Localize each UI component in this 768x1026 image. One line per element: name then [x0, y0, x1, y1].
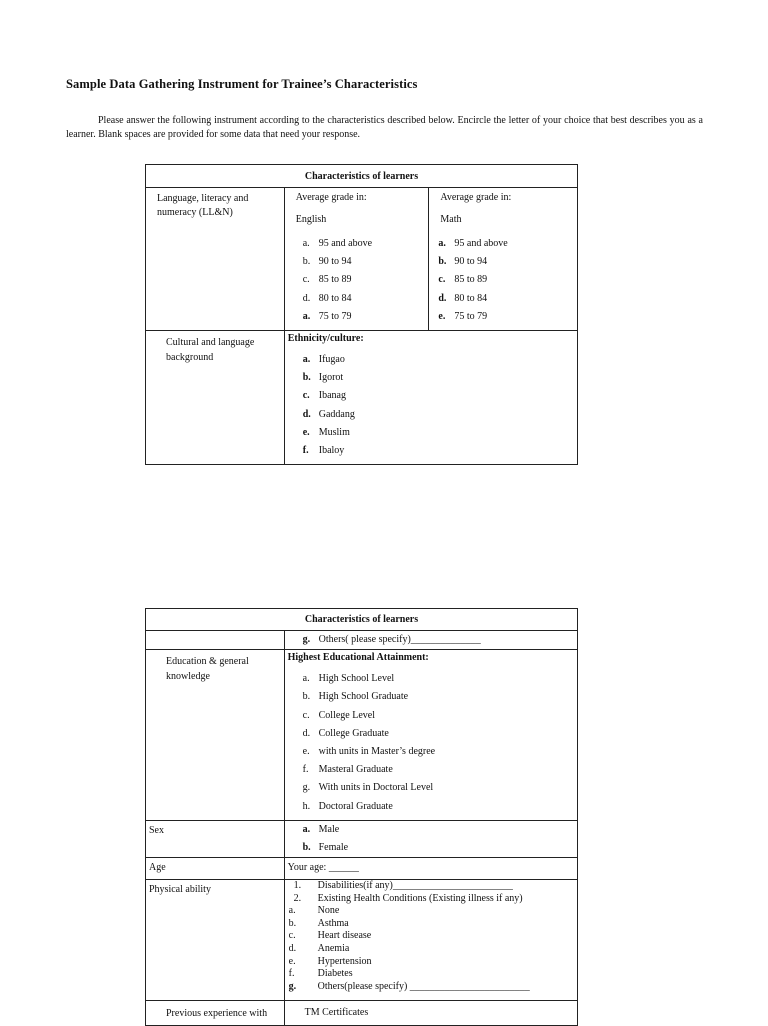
option-letter: b.: [302, 691, 311, 703]
age-row: [146, 858, 578, 880]
list-item[interactable]: [303, 424, 577, 442]
sex-options-list: [285, 821, 577, 857]
list-item[interactable]: [303, 670, 577, 688]
list-item[interactable]: [288, 968, 573, 981]
option-letter: e.: [302, 426, 310, 438]
list-item[interactable]: [303, 761, 577, 779]
list-item[interactable]: [303, 839, 577, 857]
option-letter: g.: [288, 980, 297, 992]
list-item[interactable]: [303, 743, 577, 761]
list-item[interactable]: [438, 271, 577, 289]
tm-certificates-text: TM Certificates: [284, 1001, 577, 1026]
lln-row: [146, 188, 578, 331]
option-text: Ibaloy: [318, 444, 345, 456]
option-letter: a.: [302, 673, 310, 685]
english-average-label: Average grade in:: [295, 192, 367, 203]
education-row: [146, 650, 578, 821]
option-text: 85 to 89: [318, 274, 352, 286]
empty-label-cell: [146, 631, 285, 650]
option-text: 90 to 94: [318, 256, 352, 268]
table-header-row: [146, 165, 578, 188]
education-label: Education & general knowledge: [146, 650, 285, 821]
list-item[interactable]: [303, 442, 577, 460]
option-letter: e.: [288, 955, 296, 967]
option-letter: a.: [302, 310, 311, 322]
option-text: Muslim: [318, 426, 350, 438]
option-letter: b.: [302, 841, 311, 853]
option-text: Male: [318, 823, 340, 835]
age-field[interactable]: Your age: ______: [284, 858, 577, 880]
option-letter: a.: [288, 905, 296, 917]
list-item[interactable]: [288, 918, 573, 931]
physical-ability-label: Physical ability: [146, 880, 285, 1001]
option-letter: a.: [302, 238, 310, 249]
option-letter: b.: [288, 917, 297, 929]
list-item[interactable]: [438, 253, 577, 271]
option-text: College Graduate: [318, 727, 389, 739]
list-item[interactable]: [303, 725, 577, 743]
option-letter: d.: [302, 408, 311, 420]
list-item[interactable]: [303, 406, 577, 424]
option-text: Female: [318, 841, 349, 853]
table-header-row: [146, 609, 578, 631]
option-text: Others(please specify) ________________________: [317, 980, 530, 992]
list-item[interactable]: [303, 821, 577, 839]
option-text: Gaddang: [318, 408, 355, 420]
option-letter: e.: [302, 745, 310, 757]
table-header: Characteristics of learners: [146, 609, 578, 631]
math-options-list: [429, 235, 577, 326]
option-letter: c.: [302, 709, 310, 721]
education-cell: [284, 650, 577, 821]
math-subject-label: Math: [440, 214, 462, 225]
option-letter: a.: [438, 238, 446, 249]
math-grade-cell: [429, 188, 578, 331]
list-item[interactable]: [288, 905, 573, 918]
option-letter: d.: [288, 943, 297, 955]
option-text: with units in Master’s degree: [318, 745, 436, 757]
culture-cell: [284, 330, 577, 464]
option-text: Doctoral Graduate: [318, 800, 393, 812]
option-text: Diabetes: [317, 968, 353, 980]
option-letter: d.: [302, 292, 311, 304]
list-item[interactable]: [438, 290, 577, 308]
list-item[interactable]: [303, 290, 429, 308]
option-letter: f.: [302, 444, 309, 456]
others-row: [146, 631, 578, 650]
option-text: None: [317, 905, 340, 917]
option-text: Asthma: [317, 917, 349, 929]
list-item[interactable]: [303, 351, 577, 369]
item-number: 1.: [293, 880, 302, 892]
list-item[interactable]: [303, 369, 577, 387]
learner-characteristics-table-1: [145, 164, 578, 465]
previous-experience-row: [146, 1001, 578, 1026]
list-item[interactable]: [303, 271, 429, 289]
physical-ability-cell: [284, 880, 577, 1001]
education-heading: Highest Educational Attainment:: [287, 652, 429, 664]
option-letter: h.: [302, 800, 311, 812]
list-item[interactable]: [303, 798, 577, 816]
option-text: Hypertension: [317, 955, 372, 967]
option-text: 80 to 84: [318, 292, 352, 304]
option-text: College Level: [318, 709, 375, 721]
sex-label: Sex: [146, 820, 285, 857]
list-item[interactable]: [303, 707, 577, 725]
option-letter: d.: [438, 292, 447, 304]
option-text: 75 to 79: [318, 310, 352, 322]
list-item[interactable]: [288, 943, 573, 956]
option-letter: b.: [438, 256, 447, 268]
list-item[interactable]: [303, 779, 577, 797]
option-text: 95 and above: [318, 238, 373, 249]
option-text: Masteral Graduate: [318, 764, 393, 776]
list-item[interactable]: [288, 930, 573, 943]
math-average-label: Average grade in:: [440, 192, 512, 203]
others-options-list: [285, 631, 577, 649]
english-options-list: [285, 235, 429, 326]
previous-experience-label: Previous experience with: [146, 1001, 285, 1026]
physical-ability-row: [146, 880, 578, 1001]
option-letter: c.: [438, 274, 446, 286]
list-item[interactable]: [303, 253, 429, 271]
sex-cell: [284, 820, 577, 857]
lln-label: Language, literacy and numeracy (LL&N): [146, 188, 285, 331]
document-title: Sample Data Gathering Instrument for Trainee’s Characteristics: [66, 77, 418, 91]
list-item[interactable]: [303, 308, 429, 326]
sex-row: [146, 820, 578, 857]
option-text: High School Graduate: [318, 691, 409, 703]
option-text: 85 to 89: [454, 274, 488, 286]
option-text: 80 to 84: [454, 292, 488, 304]
option-text: High School Level: [318, 673, 395, 685]
option-text: 95 and above: [454, 238, 508, 249]
education-options-list: [285, 670, 577, 816]
table-header: Characteristics of learners: [146, 165, 578, 188]
option-letter: f.: [288, 968, 295, 980]
english-subject-label: English: [295, 214, 327, 225]
option-text: 75 to 79: [454, 310, 488, 322]
item-text: Disabilities(if any)________________________: [317, 880, 513, 892]
option-letter: c.: [302, 390, 310, 402]
option-letter: e.: [438, 310, 446, 322]
english-grade-cell: [284, 188, 429, 331]
list-item[interactable]: [288, 981, 573, 994]
option-letter: a.: [302, 353, 311, 365]
list-item[interactable]: [303, 631, 577, 649]
option-letter: c.: [288, 930, 296, 942]
ethnicity-options-list: [285, 351, 577, 460]
option-text: Ifugao: [318, 353, 345, 365]
option-text: Anemia: [317, 943, 350, 955]
option-letter: a.: [302, 823, 311, 835]
option-letter: d.: [302, 727, 311, 739]
option-letter: f.: [302, 764, 309, 776]
culture-label: Cultural and language background: [146, 330, 285, 464]
ethnicity-heading: Ethnicity/culture:: [287, 332, 364, 344]
option-letter: b.: [302, 372, 311, 384]
age-label: Age: [146, 858, 285, 880]
option-letter: c.: [302, 274, 310, 286]
list-item[interactable]: [288, 956, 573, 969]
option-text: Heart disease: [317, 930, 372, 942]
option-letter: b.: [302, 256, 311, 268]
option-letter: g.: [302, 634, 311, 645]
list-item[interactable]: [438, 235, 577, 253]
list-item[interactable]: [303, 688, 577, 706]
list-item[interactable]: [303, 387, 577, 405]
list-item[interactable]: [288, 880, 573, 893]
list-item[interactable]: [438, 308, 577, 326]
option-text: Ibanag: [318, 390, 346, 402]
option-text: 90 to 94: [454, 256, 488, 268]
option-letter: g.: [302, 782, 311, 794]
item-number: 2.: [293, 892, 302, 904]
list-item[interactable]: [288, 893, 573, 906]
learner-characteristics-table-2: [145, 608, 578, 1026]
option-text: Others( please specify)______________: [318, 634, 481, 645]
instructions-paragraph: Please answer the following instrument according to the characteristics described below. Encircle the letter of your choice that best describes you as a learner. Blank spaces are provided for some data that need your response.: [66, 115, 703, 140]
option-text: Igorot: [318, 372, 344, 384]
list-item[interactable]: [303, 235, 429, 253]
culture-row: [146, 330, 578, 464]
others-cell: [284, 631, 577, 650]
item-text: Existing Health Conditions (Existing illness if any): [317, 892, 523, 904]
option-text: With units in Doctoral Level: [318, 782, 434, 794]
